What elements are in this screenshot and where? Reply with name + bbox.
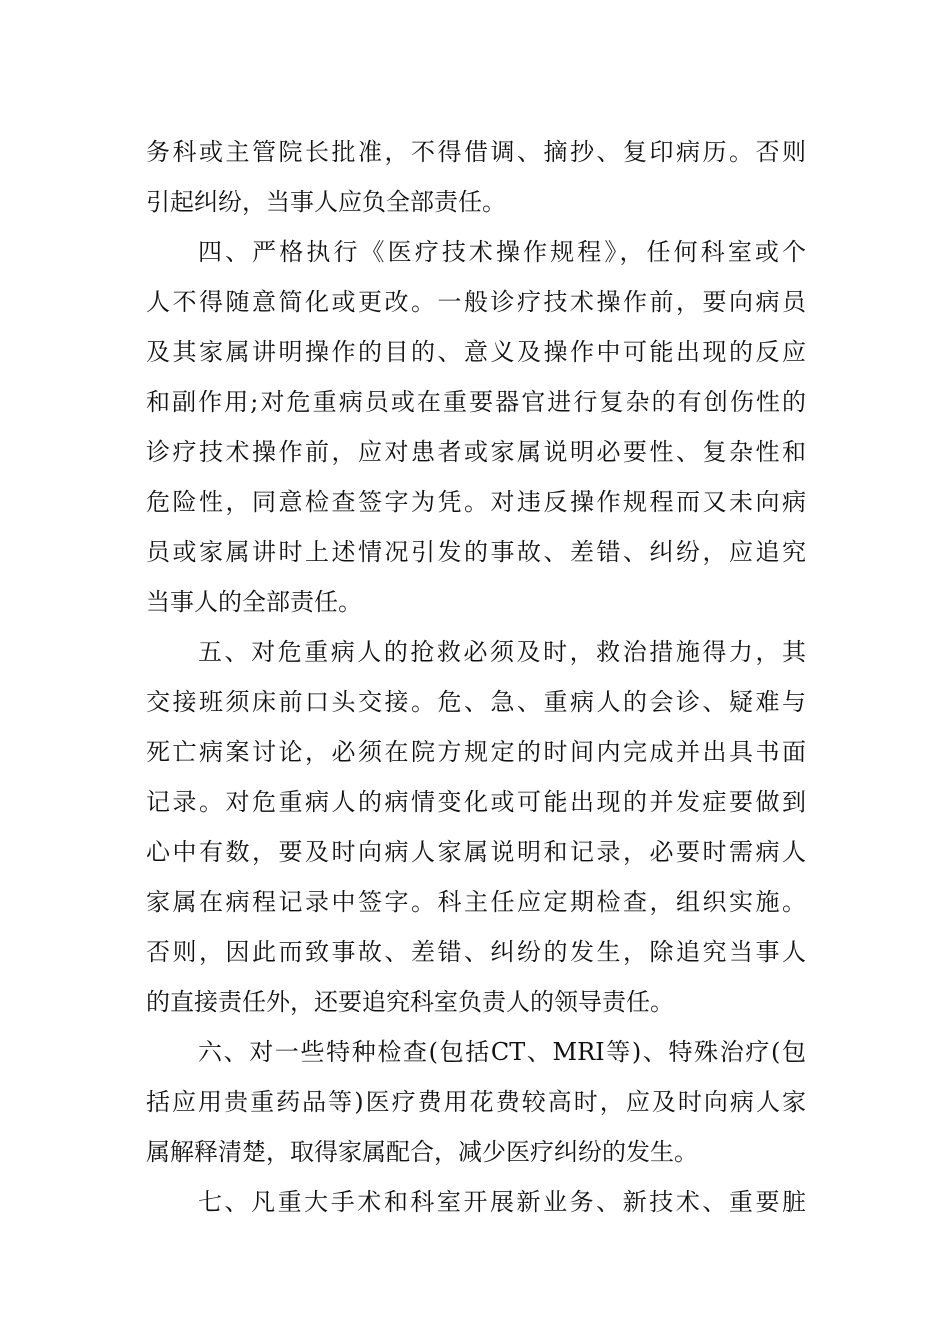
text-line: 交接班须床前口头交接。危、急、重病人的会诊、疑难与 <box>146 688 806 716</box>
text-line: 记录。对危重病人的病情变化或可能出现的并发症要做到 <box>146 788 806 816</box>
text-line: 员或家属讲时上述情况引发的事故、差错、纠纷，应追究 <box>146 538 806 566</box>
paragraph-start-line: 六、对一些特种检查(包括CT、MRI等)、特殊治疗(包 <box>198 1038 806 1066</box>
text-line: 诊疗技术操作前，应对患者或家属说明必要性、复杂性和 <box>146 438 806 466</box>
text-line: 引起纠纷，当事人应负全部责任。 <box>146 188 506 216</box>
text-line: 家属在病程记录中签字。科主任应定期检查，组织实施。 <box>146 888 806 916</box>
text-line: 否则，因此而致事故、差错、纠纷的发生，除追究当事人 <box>146 938 806 966</box>
text-line: 务科或主管院长批准，不得借调、摘抄、复印病历。否则 <box>146 138 806 166</box>
text-line: 人不得随意简化或更改。一般诊疗技术操作前，要向病员 <box>146 288 806 316</box>
text-line: 及其家属讲明操作的目的、意义及操作中可能出现的反应 <box>146 338 806 366</box>
paragraph-start-line: 五、对危重病人的抢救必须及时，救治措施得力，其 <box>198 638 806 666</box>
text-line: 心中有数，要及时向病人家属说明和记录，必要时需病人 <box>146 838 806 866</box>
text-line: 的直接责任外，还要追究科室负责人的领导责任。 <box>146 988 674 1016</box>
text-line: 当事人的全部责任。 <box>146 588 362 616</box>
text-line: 危险性，同意检查签字为凭。对违反操作规程而又未向病 <box>146 488 806 516</box>
text-line: 和副作用;对危重病员或在重要器官进行复杂的有创伤性的 <box>146 388 806 416</box>
paragraph-start-line: 七、凡重大手术和科室开展新业务、新技术、重要脏 <box>198 1188 806 1216</box>
text-line: 括应用贵重药品等)医疗费用花费较高时，应及时向病人家 <box>146 1088 806 1116</box>
text-line: 死亡病案讨论，必须在院方规定的时间内完成并出具书面 <box>146 738 806 766</box>
paragraph-start-line: 四、严格执行《医疗技术操作规程》，任何科室或个 <box>198 238 806 266</box>
text-line: 属解释清楚，取得家属配合，减少医疗纠纷的发生。 <box>146 1138 698 1166</box>
